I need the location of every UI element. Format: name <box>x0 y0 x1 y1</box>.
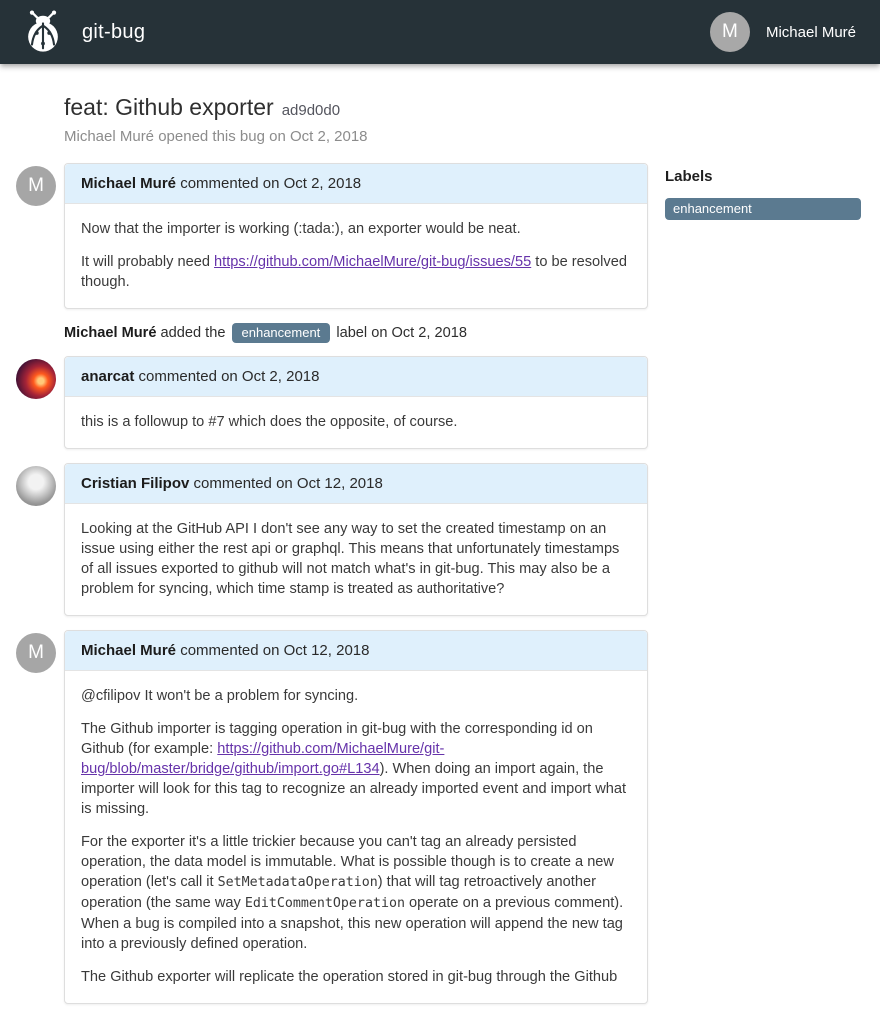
comment-author: Michael Muré <box>81 175 177 192</box>
comment <box>16 163 648 309</box>
comment-header: Michael Muré commented on Oct 12, 2018 <box>65 631 647 671</box>
content <box>16 163 861 1018</box>
comment <box>16 356 648 449</box>
comment-body <box>65 397 647 448</box>
event-author: Michael Muré <box>64 325 157 341</box>
inline-code: EditCommentOperation <box>244 896 405 911</box>
event-text: added the <box>156 325 230 341</box>
inline-code: SetMetadataOperation <box>217 875 378 890</box>
comment <box>16 630 648 1004</box>
avatar: M <box>16 633 56 673</box>
app-title[interactable]: git-bug <box>82 20 146 43</box>
comment <box>16 463 648 616</box>
labels-title: Labels <box>665 168 713 185</box>
ladybug-icon[interactable] <box>18 7 68 57</box>
comment-body <box>65 504 647 615</box>
event-text: label on Oct 2, 2018 <box>332 325 467 341</box>
comment-author: Cristian Filipov <box>81 475 190 492</box>
comment-card <box>64 163 648 309</box>
comment-author: anarcat <box>81 368 135 385</box>
comment-card <box>64 630 648 1004</box>
comment-header: anarcat commented on Oct 2, 2018 <box>65 357 647 397</box>
comment-paragraph: It will probably need https://github.com/MichaelMure/git-bug/issues/55 to be resolved though. <box>81 254 627 290</box>
avatar <box>16 466 56 506</box>
comment-paragraph: The Github exporter will replicate the operation stored in git-bug through the Github <box>81 969 618 985</box>
comment-paragraph: Now that the importer is working (:tada:), an exporter would be neat. <box>81 221 521 237</box>
comment-paragraph: For the exporter it's a little trickier because you can't tag an already persisted operation, the data model is immutable. What is possible though is to create a new operation (let's call it SetMetadataOperation) that will tag retroactively another operation (the same way EditCommentOperation operate on a previous comment). When a bug is compiled into a snapshot, this new operation will append the new tag into a previously defined operation. <box>81 834 624 952</box>
comment-paragraph: this is a followup to #7 which does the opposite, of course. <box>81 414 458 430</box>
comment-paragraph: The Github importer is tagging operation in git-bug with the corresponding id on Github (for example: https://github.com/MichaelMure/git-bug/blob/master/bridge/github/import.go#L134). When doing an import again, the importer will look for this tag to recognize an already imported event and import what is missing. <box>81 721 627 817</box>
comment-card <box>64 463 648 616</box>
comment-card <box>64 356 648 449</box>
user-name: Michael Muré <box>765 23 856 41</box>
sidebar-label-chip: enhancement <box>665 198 861 220</box>
comment-body <box>65 204 647 308</box>
bug-hash: ad9d0d0 <box>281 102 341 119</box>
comment-body <box>65 671 647 1003</box>
title-block <box>64 94 861 145</box>
comment-link[interactable]: https://github.com/MichaelMure/git-bug/issues/55 <box>214 254 532 270</box>
page <box>0 94 880 1018</box>
user-avatar: M <box>710 12 750 52</box>
comment-link[interactable]: https://github.com/MichaelMure/git-bug/blob/master/bridge/github/import.go#L134 <box>81 741 445 777</box>
label-chip: enhancement <box>232 323 331 343</box>
labels-list <box>665 198 861 220</box>
ladybug-icon-svg <box>20 9 66 55</box>
comment-paragraph: @cfilipov It won't be a problem for syncing. <box>81 688 359 704</box>
appbar <box>0 0 880 64</box>
comment-header: Cristian Filipov commented on Oct 12, 2018 <box>65 464 647 504</box>
labels-sidebar <box>665 163 861 220</box>
user-menu[interactable] <box>710 12 856 52</box>
page-title: feat: Github exporter <box>64 94 274 120</box>
comment-header: Michael Muré commented on Oct 2, 2018 <box>65 164 647 204</box>
avatar: M <box>16 166 56 206</box>
comment-paragraph: Looking at the GitHub API I don't see any way to set the created timestamp on an issue using either the rest api or graphql. This means that unfortunately timestamps of all issues exported to github will not match what's in git-bug. This may also be a problem for syncing, which time stamp is treated as authoritative? <box>81 521 620 597</box>
page-subtitle: Michael Muré opened this bug on Oct 2, 2018 <box>64 128 368 145</box>
timeline <box>16 163 648 1018</box>
avatar <box>16 359 56 399</box>
comment-author: Michael Muré <box>81 642 177 659</box>
label-event <box>64 323 648 343</box>
